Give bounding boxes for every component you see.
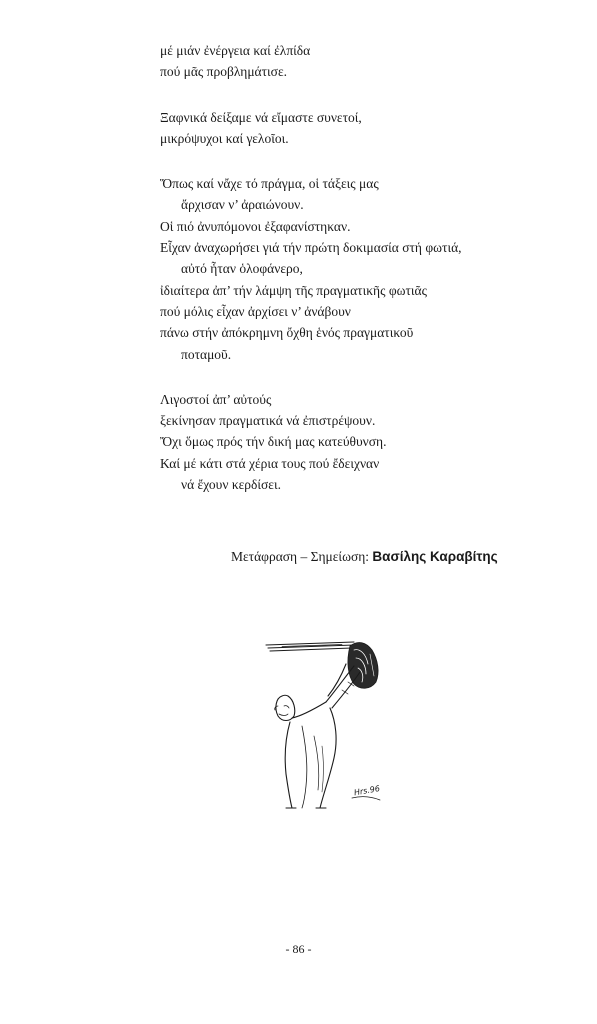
head-shape <box>275 695 295 720</box>
stanza-1 <box>160 40 560 83</box>
poem-line: μικρόψυχοι καί γελοῖοι. <box>160 130 289 146</box>
poem-line: ἰδιαίτερα ἀπ’ τήν λάμψη τῆς πραγματικῆς φωτιᾶς <box>160 282 427 298</box>
beam-lines <box>266 642 354 651</box>
svg-text:Hrs.96: Hrs.96 <box>353 783 381 798</box>
poem-line: Καί μέ κάτι στά χέρια τους πού ἔδειχναν <box>160 455 380 471</box>
translator-name: Βασίλης Καραβίτης <box>372 549 498 564</box>
poem-line: ξεκίνησαν πραγματικά νά ἐπιστρέψουν. <box>160 413 376 429</box>
figure-illustration <box>262 636 394 814</box>
stanza-4 <box>160 389 560 495</box>
poem-line: αὐτό ἦταν ὁλοφάνερο, <box>181 261 303 277</box>
poem-line: Ὅπως καί νἄχε τό πράγμα, οἱ τάξεις μας <box>160 176 379 192</box>
poem-line: μέ μιάν ἐνέργεια καί ἐλπίδα <box>160 43 311 58</box>
body-lines <box>285 702 336 808</box>
translation-credit <box>231 549 498 565</box>
page-number: - 86 - <box>285 942 312 956</box>
credit-label: Μετάφραση – Σημείωση: <box>231 549 370 564</box>
poem-line: Εἶχαν ἀναχωρήσει γιά τήν πρώτη δοκιμασία στή φωτιά, <box>160 240 462 256</box>
poem-line: ἄρχισαν ν’ ἀραιώνουν. <box>181 197 304 213</box>
poem-line: Ὄχι ὅμως πρός τήν δική μας κατεύθυνση. <box>160 434 387 450</box>
poem-line: Ξαφνικά δείξαμε νά εἴμαστε συνετοί, <box>160 109 362 125</box>
poem-line: Οἱ πιό ἀνυπόμονοι ἐξαφανίστηκαν. <box>160 218 351 234</box>
stanza-3 <box>160 173 560 365</box>
poem-line: ποταμοῦ. <box>181 346 232 362</box>
stanza-2 <box>160 107 560 150</box>
artist-signature <box>352 784 381 800</box>
poem-line: πάνω στήν ἀπόκρημνη ὄχθη ἑνός πραγματικοῦ <box>160 325 414 341</box>
poem <box>160 40 560 519</box>
poem-line: νά ἔχουν κερδίσει. <box>181 477 281 493</box>
poem-line: πού μᾶς προβλημάτισε. <box>160 64 288 80</box>
bundle-shape <box>348 643 378 689</box>
poem-line: πού μόλις εἶχαν ἀρχίσει ν’ ἀνάβουν <box>160 303 351 319</box>
poem-line: Λιγοστοί ἀπ’ αὐτούς <box>160 391 272 407</box>
